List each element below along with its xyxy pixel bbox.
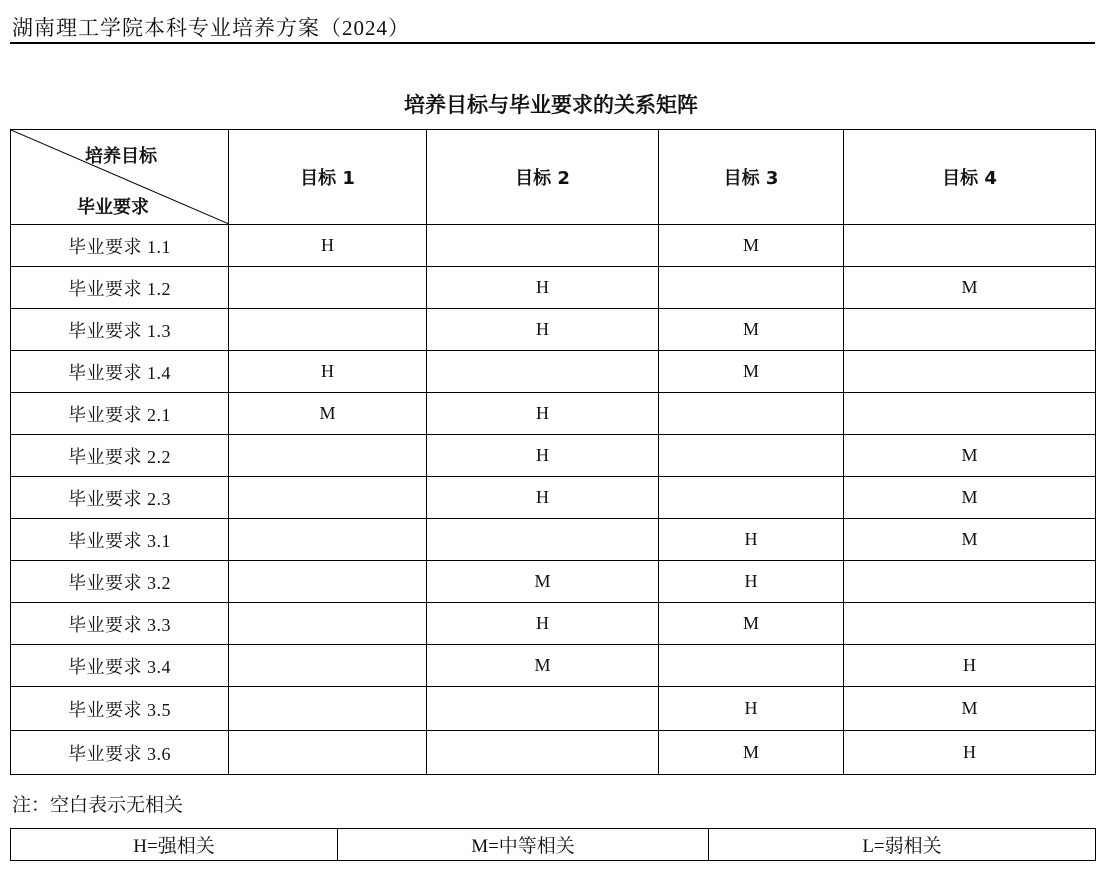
- header-title: 湖南理工学院本科专业培养方案（2024）: [12, 16, 410, 40]
- relation-cell: [844, 603, 1096, 645]
- relation-cell: M: [659, 731, 844, 775]
- relation-cell: H: [427, 477, 659, 519]
- table-row: [11, 731, 1096, 775]
- relation-cell: H: [659, 561, 844, 603]
- relation-cell: [844, 309, 1096, 351]
- legend-medium: M=中等相关: [338, 829, 709, 861]
- relation-cell: [229, 687, 427, 731]
- requirement-label: 毕业要求 2.2: [11, 435, 229, 477]
- relation-cell: M: [844, 477, 1096, 519]
- relation-cell: H: [427, 309, 659, 351]
- column-header: 目标 2: [427, 130, 659, 225]
- relation-cell: [844, 561, 1096, 603]
- legend-row: [11, 829, 1096, 861]
- relation-cell: [427, 519, 659, 561]
- relation-cell: M: [844, 267, 1096, 309]
- relation-cell: [427, 225, 659, 267]
- requirement-label: 毕业要求 1.2: [11, 267, 229, 309]
- page-header: [10, 8, 1095, 44]
- table-row: [11, 435, 1096, 477]
- relation-cell: M: [659, 309, 844, 351]
- requirement-label: 毕业要求 1.3: [11, 309, 229, 351]
- matrix-note: 注：空白表示无相关: [12, 795, 184, 816]
- requirement-label: 毕业要求 3.2: [11, 561, 229, 603]
- relation-cell: [659, 645, 844, 687]
- relation-cell: M: [844, 435, 1096, 477]
- requirement-label: 毕业要求 1.4: [11, 351, 229, 393]
- requirement-label: 毕业要求 3.6: [11, 731, 229, 775]
- relation-cell: [659, 393, 844, 435]
- requirement-label: 毕业要求 2.1: [11, 393, 229, 435]
- table-row: [11, 393, 1096, 435]
- relation-cell: [844, 393, 1096, 435]
- relation-cell: [427, 731, 659, 775]
- requirement-label: 毕业要求 1.1: [11, 225, 229, 267]
- relation-cell: [229, 435, 427, 477]
- table-row: [11, 477, 1096, 519]
- legend-strong: H=强相关: [11, 829, 338, 861]
- relation-cell: [229, 731, 427, 775]
- column-header: 目标 4: [844, 130, 1096, 225]
- relation-cell: [229, 267, 427, 309]
- requirement-label: 毕业要求 3.1: [11, 519, 229, 561]
- column-header: 目标 3: [659, 130, 844, 225]
- relation-cell: [229, 519, 427, 561]
- relation-cell: [229, 309, 427, 351]
- requirement-label: 毕业要求 3.4: [11, 645, 229, 687]
- requirement-label: 毕业要求 3.3: [11, 603, 229, 645]
- relation-cell: H: [229, 351, 427, 393]
- table-row: [11, 687, 1096, 731]
- relation-cell: M: [659, 351, 844, 393]
- relation-cell: [427, 351, 659, 393]
- corner-label-requirements: 毕业要求: [77, 197, 149, 218]
- requirement-label: 毕业要求 2.3: [11, 477, 229, 519]
- relation-cell: H: [659, 519, 844, 561]
- table-row: [11, 225, 1096, 267]
- relation-cell: H: [229, 225, 427, 267]
- relation-cell: H: [844, 645, 1096, 687]
- relation-cell: [229, 561, 427, 603]
- relation-cell: [659, 267, 844, 309]
- relation-cell: [427, 687, 659, 731]
- relation-cell: H: [659, 687, 844, 731]
- table-row: [11, 561, 1096, 603]
- relation-matrix: [10, 129, 1096, 775]
- legend-table: [10, 828, 1096, 861]
- relation-cell: H: [427, 435, 659, 477]
- relation-cell: [229, 477, 427, 519]
- table-row: [11, 645, 1096, 687]
- relation-cell: [659, 435, 844, 477]
- table-row: [11, 519, 1096, 561]
- matrix-corner-cell: [11, 130, 229, 225]
- relation-cell: M: [659, 225, 844, 267]
- table-row: [11, 309, 1096, 351]
- relation-cell: H: [427, 603, 659, 645]
- requirement-label: 毕业要求 3.5: [11, 687, 229, 731]
- relation-cell: [229, 603, 427, 645]
- table-row: [11, 351, 1096, 393]
- legend-weak: L=弱相关: [709, 829, 1096, 861]
- relation-cell: [229, 645, 427, 687]
- relation-cell: M: [427, 561, 659, 603]
- relation-cell: [844, 225, 1096, 267]
- relation-cell: H: [427, 393, 659, 435]
- matrix-header-row: [11, 130, 1096, 225]
- relation-cell: H: [844, 731, 1096, 775]
- corner-label-objectives: 培养目标: [85, 146, 157, 167]
- column-header: 目标 1: [229, 130, 427, 225]
- relation-cell: M: [229, 393, 427, 435]
- relation-cell: [659, 477, 844, 519]
- relation-cell: M: [844, 687, 1096, 731]
- document-title: 培养目标与毕业要求的关系矩阵: [404, 93, 698, 117]
- relation-cell: M: [659, 603, 844, 645]
- relation-cell: M: [844, 519, 1096, 561]
- relation-cell: H: [427, 267, 659, 309]
- relation-cell: M: [427, 645, 659, 687]
- table-row: [11, 603, 1096, 645]
- relation-cell: [844, 351, 1096, 393]
- table-row: [11, 267, 1096, 309]
